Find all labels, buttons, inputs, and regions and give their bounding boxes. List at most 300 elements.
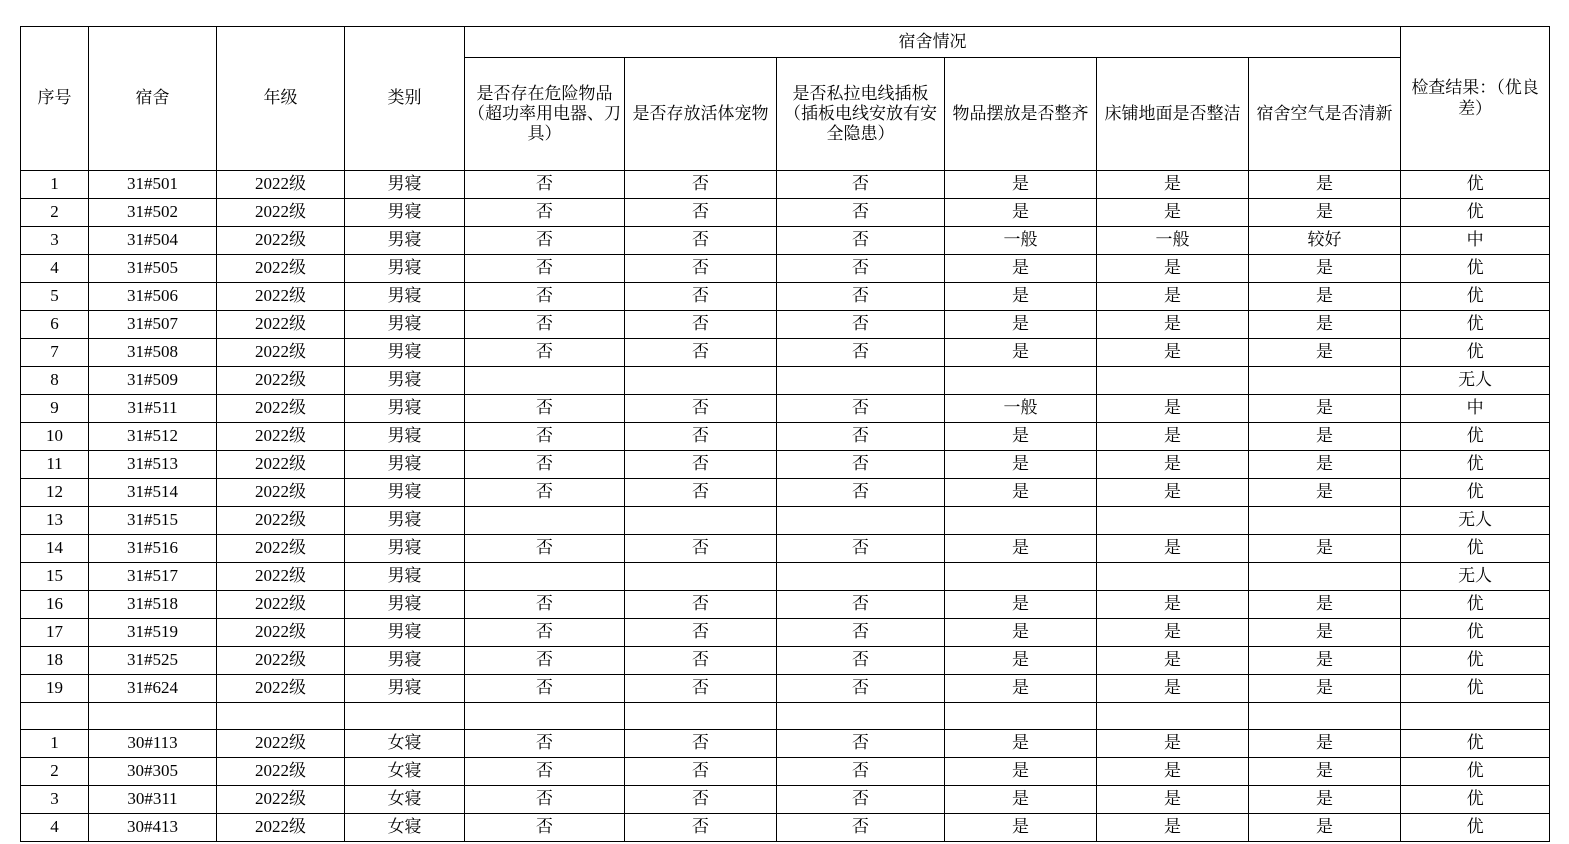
cell-q5: 是 [1097,730,1249,758]
cell-index: 9 [21,395,89,423]
cell-q1: 否 [465,451,625,479]
cell-q1: 否 [465,423,625,451]
cell-grade: 2022级 [217,283,345,311]
spacer-cell [89,703,217,730]
cell-result: 优 [1401,283,1550,311]
cell-dorm: 31#517 [89,563,217,591]
cell-q1 [465,563,625,591]
table-body-female [21,730,1550,842]
cell-q1: 否 [465,786,625,814]
table-row [21,730,1550,758]
cell-q6: 是 [1249,730,1401,758]
column-header-q4: 物品摆放是否整齐 [945,58,1097,171]
cell-q4: 是 [945,591,1097,619]
cell-q6: 是 [1249,395,1401,423]
cell-q5 [1097,367,1249,395]
cell-q6: 是 [1249,255,1401,283]
cell-grade: 2022级 [217,786,345,814]
cell-category: 男寝 [345,395,465,423]
cell-q5: 是 [1097,395,1249,423]
cell-dorm: 30#305 [89,758,217,786]
cell-result: 优 [1401,786,1550,814]
table-row [21,311,1550,339]
cell-grade: 2022级 [217,227,345,255]
table-row [21,339,1550,367]
spacer-cell [465,703,625,730]
cell-q4: 是 [945,647,1097,675]
cell-result: 优 [1401,479,1550,507]
cell-q1: 否 [465,675,625,703]
cell-index: 3 [21,786,89,814]
cell-q4: 是 [945,199,1097,227]
table-row [21,255,1550,283]
table-row [21,479,1550,507]
column-header-q3: 是否私拉电线插板（插板电线安放有安全隐患） [777,58,945,171]
cell-grade: 2022级 [217,507,345,535]
cell-q6: 是 [1249,451,1401,479]
cell-dorm: 31#511 [89,395,217,423]
cell-q2: 否 [625,730,777,758]
cell-q5: 是 [1097,423,1249,451]
column-header-category: 类别 [345,27,465,171]
cell-dorm: 31#514 [89,479,217,507]
cell-dorm: 31#507 [89,311,217,339]
cell-q2 [625,507,777,535]
cell-q5: 是 [1097,647,1249,675]
cell-dorm: 31#513 [89,451,217,479]
table-row [21,647,1550,675]
spacer-cell [625,703,777,730]
cell-category: 男寝 [345,227,465,255]
cell-grade: 2022级 [217,758,345,786]
cell-category: 男寝 [345,311,465,339]
column-header-index: 序号 [21,27,89,171]
column-group-header-dorm-status: 宿舍情况 [465,27,1401,58]
cell-index: 2 [21,758,89,786]
header-row-group [21,27,1550,58]
cell-q3: 否 [777,479,945,507]
cell-category: 男寝 [345,423,465,451]
cell-q4 [945,367,1097,395]
cell-dorm: 31#525 [89,647,217,675]
cell-q1: 否 [465,395,625,423]
cell-dorm: 30#413 [89,814,217,842]
cell-index: 18 [21,647,89,675]
cell-dorm: 31#512 [89,423,217,451]
cell-index: 2 [21,199,89,227]
cell-q3: 否 [777,591,945,619]
cell-q6: 是 [1249,786,1401,814]
cell-q1 [465,367,625,395]
cell-q6: 是 [1249,758,1401,786]
cell-q5: 是 [1097,535,1249,563]
cell-q3 [777,563,945,591]
table-header [21,27,1550,171]
cell-category: 男寝 [345,451,465,479]
cell-category: 男寝 [345,199,465,227]
cell-grade: 2022级 [217,535,345,563]
cell-q1: 否 [465,171,625,199]
cell-q2: 否 [625,479,777,507]
cell-category: 男寝 [345,535,465,563]
cell-grade: 2022级 [217,451,345,479]
cell-q1: 否 [465,199,625,227]
column-header-dorm: 宿舍 [89,27,217,171]
cell-q4: 是 [945,675,1097,703]
cell-q3: 否 [777,339,945,367]
cell-q2: 否 [625,647,777,675]
cell-q4: 是 [945,255,1097,283]
table-row [21,814,1550,842]
cell-index: 10 [21,423,89,451]
cell-q6: 是 [1249,535,1401,563]
cell-q5: 是 [1097,479,1249,507]
cell-q6: 是 [1249,591,1401,619]
cell-category: 男寝 [345,339,465,367]
table-row [21,227,1550,255]
cell-q3: 否 [777,814,945,842]
cell-q3: 否 [777,535,945,563]
cell-q4: 是 [945,786,1097,814]
cell-result: 中 [1401,227,1550,255]
column-header-result: 检查结果：（优良差） [1401,27,1550,171]
cell-result: 优 [1401,647,1550,675]
cell-q5: 是 [1097,255,1249,283]
cell-q6: 是 [1249,423,1401,451]
cell-q3: 否 [777,199,945,227]
cell-grade: 2022级 [217,730,345,758]
cell-category: 男寝 [345,507,465,535]
cell-q3 [777,507,945,535]
cell-index: 19 [21,675,89,703]
cell-grade: 2022级 [217,647,345,675]
spacer-cell [21,703,89,730]
cell-q4: 是 [945,535,1097,563]
cell-q4: 是 [945,339,1097,367]
cell-dorm: 31#516 [89,535,217,563]
cell-q1: 否 [465,814,625,842]
cell-category: 男寝 [345,479,465,507]
cell-q4: 是 [945,451,1097,479]
cell-dorm: 30#113 [89,730,217,758]
cell-q4: 是 [945,423,1097,451]
cell-q2: 否 [625,199,777,227]
table-body-male [21,171,1550,703]
cell-index: 6 [21,311,89,339]
cell-grade: 2022级 [217,395,345,423]
cell-q2: 否 [625,451,777,479]
cell-q2: 否 [625,423,777,451]
table-row [21,199,1550,227]
cell-q1: 否 [465,311,625,339]
cell-result: 优 [1401,814,1550,842]
cell-q5: 是 [1097,814,1249,842]
cell-q4: 是 [945,758,1097,786]
table-row [21,507,1550,535]
cell-grade: 2022级 [217,199,345,227]
cell-q2 [625,563,777,591]
cell-dorm: 31#505 [89,255,217,283]
cell-category: 男寝 [345,675,465,703]
cell-index: 7 [21,339,89,367]
cell-result: 无人 [1401,367,1550,395]
cell-q3: 否 [777,647,945,675]
spacer-cell [1249,703,1401,730]
cell-q5: 是 [1097,786,1249,814]
table-row [21,563,1550,591]
cell-category: 女寝 [345,730,465,758]
cell-index: 1 [21,730,89,758]
cell-q1: 否 [465,283,625,311]
cell-dorm: 31#501 [89,171,217,199]
cell-q3: 否 [777,255,945,283]
cell-q5: 是 [1097,311,1249,339]
cell-q3: 否 [777,619,945,647]
cell-q1: 否 [465,647,625,675]
cell-q6: 是 [1249,199,1401,227]
spacer-cell [345,703,465,730]
cell-q3: 否 [777,227,945,255]
table-row [21,675,1550,703]
cell-q2: 否 [625,171,777,199]
cell-index: 1 [21,171,89,199]
cell-q4: 是 [945,730,1097,758]
table-row [21,395,1550,423]
spacer-cell [217,703,345,730]
cell-q4: 一般 [945,227,1097,255]
cell-q1: 否 [465,619,625,647]
cell-result: 优 [1401,451,1550,479]
cell-result: 优 [1401,675,1550,703]
cell-q1 [465,507,625,535]
cell-grade: 2022级 [217,675,345,703]
table-row [21,367,1550,395]
cell-category: 男寝 [345,283,465,311]
cell-q1: 否 [465,535,625,563]
cell-q1: 否 [465,591,625,619]
cell-dorm: 31#508 [89,339,217,367]
cell-q6: 是 [1249,311,1401,339]
cell-index: 15 [21,563,89,591]
cell-q4: 是 [945,814,1097,842]
cell-index: 4 [21,814,89,842]
cell-q3: 否 [777,758,945,786]
cell-category: 男寝 [345,255,465,283]
cell-q5: 是 [1097,591,1249,619]
cell-dorm: 31#502 [89,199,217,227]
cell-index: 8 [21,367,89,395]
cell-q2 [625,367,777,395]
cell-category: 男寝 [345,619,465,647]
cell-q2: 否 [625,311,777,339]
table-row [21,758,1550,786]
table-row [21,171,1550,199]
cell-category: 女寝 [345,814,465,842]
cell-q5: 是 [1097,451,1249,479]
cell-index: 17 [21,619,89,647]
cell-grade: 2022级 [217,479,345,507]
cell-q5: 是 [1097,199,1249,227]
cell-result: 优 [1401,535,1550,563]
cell-grade: 2022级 [217,591,345,619]
cell-category: 女寝 [345,758,465,786]
table-row [21,423,1550,451]
cell-q1: 否 [465,758,625,786]
cell-q5: 是 [1097,675,1249,703]
cell-q6 [1249,563,1401,591]
cell-grade: 2022级 [217,171,345,199]
cell-q2: 否 [625,786,777,814]
cell-q2: 否 [625,675,777,703]
cell-index: 5 [21,283,89,311]
table-row [21,535,1550,563]
cell-q5 [1097,563,1249,591]
cell-q6: 是 [1249,479,1401,507]
cell-q5: 是 [1097,339,1249,367]
cell-q4 [945,563,1097,591]
spacer-row [21,703,1550,730]
cell-index: 4 [21,255,89,283]
cell-q2: 否 [625,619,777,647]
cell-dorm: 31#506 [89,283,217,311]
cell-q2: 否 [625,395,777,423]
cell-q3: 否 [777,171,945,199]
cell-q3: 否 [777,451,945,479]
cell-result: 无人 [1401,507,1550,535]
column-header-q2: 是否存放活体宠物 [625,58,777,171]
cell-grade: 2022级 [217,814,345,842]
cell-result: 优 [1401,199,1550,227]
cell-q6: 是 [1249,675,1401,703]
table-row [21,283,1550,311]
cell-dorm: 31#624 [89,675,217,703]
cell-result: 无人 [1401,563,1550,591]
cell-q6: 是 [1249,339,1401,367]
cell-q5: 是 [1097,283,1249,311]
cell-q1: 否 [465,227,625,255]
spacer-cell [777,703,945,730]
dorm-inspection-table [20,26,1550,842]
cell-grade: 2022级 [217,255,345,283]
cell-index: 3 [21,227,89,255]
cell-q3: 否 [777,395,945,423]
cell-index: 14 [21,535,89,563]
table-row [21,619,1550,647]
cell-q1: 否 [465,479,625,507]
cell-q4: 是 [945,311,1097,339]
table-row [21,451,1550,479]
column-header-q5: 床铺地面是否整洁 [1097,58,1249,171]
cell-index: 11 [21,451,89,479]
cell-dorm: 31#519 [89,619,217,647]
cell-index: 16 [21,591,89,619]
cell-q3: 否 [777,675,945,703]
cell-q5: 是 [1097,619,1249,647]
cell-category: 男寝 [345,171,465,199]
spacer-cell [1401,703,1550,730]
cell-dorm: 31#518 [89,591,217,619]
cell-q5: 是 [1097,171,1249,199]
cell-dorm: 31#509 [89,367,217,395]
cell-category: 男寝 [345,563,465,591]
cell-q3: 否 [777,730,945,758]
cell-q3: 否 [777,423,945,451]
cell-q2: 否 [625,255,777,283]
table-body-spacer [21,703,1550,730]
cell-q6: 是 [1249,814,1401,842]
cell-result: 优 [1401,339,1550,367]
cell-result: 优 [1401,423,1550,451]
cell-q4: 一般 [945,395,1097,423]
cell-q5: 一般 [1097,227,1249,255]
cell-q6: 是 [1249,283,1401,311]
cell-q6: 是 [1249,647,1401,675]
cell-q2: 否 [625,339,777,367]
column-header-grade: 年级 [217,27,345,171]
cell-q3: 否 [777,311,945,339]
cell-q3: 否 [777,283,945,311]
cell-q6: 是 [1249,171,1401,199]
cell-q4: 是 [945,283,1097,311]
cell-q4 [945,507,1097,535]
cell-result: 优 [1401,730,1550,758]
table-row [21,786,1550,814]
cell-grade: 2022级 [217,563,345,591]
cell-q4: 是 [945,619,1097,647]
cell-result: 优 [1401,758,1550,786]
cell-grade: 2022级 [217,619,345,647]
column-header-q6: 宿舍空气是否清新 [1249,58,1401,171]
cell-dorm: 30#311 [89,786,217,814]
cell-index: 12 [21,479,89,507]
spacer-cell [945,703,1097,730]
cell-category: 女寝 [345,786,465,814]
cell-q2: 否 [625,814,777,842]
cell-q5 [1097,507,1249,535]
cell-q2: 否 [625,227,777,255]
spacer-cell [1097,703,1249,730]
cell-index: 13 [21,507,89,535]
cell-category: 男寝 [345,367,465,395]
cell-q6 [1249,367,1401,395]
cell-result: 优 [1401,311,1550,339]
column-header-q1: 是否存在危险物品（超功率用电器、刀具） [465,58,625,171]
cell-result: 优 [1401,619,1550,647]
cell-q2: 否 [625,283,777,311]
cell-result: 优 [1401,255,1550,283]
cell-q2: 否 [625,591,777,619]
cell-result: 优 [1401,171,1550,199]
cell-q4: 是 [945,479,1097,507]
cell-q6: 是 [1249,619,1401,647]
cell-q5: 是 [1097,758,1249,786]
cell-grade: 2022级 [217,423,345,451]
cell-q2: 否 [625,535,777,563]
cell-q6: 较好 [1249,227,1401,255]
cell-dorm: 31#504 [89,227,217,255]
cell-category: 男寝 [345,647,465,675]
cell-q3 [777,367,945,395]
cell-grade: 2022级 [217,367,345,395]
cell-q3: 否 [777,786,945,814]
cell-grade: 2022级 [217,339,345,367]
cell-category: 男寝 [345,591,465,619]
cell-result: 优 [1401,591,1550,619]
cell-result: 中 [1401,395,1550,423]
table-row [21,591,1550,619]
cell-q4: 是 [945,171,1097,199]
cell-q1: 否 [465,339,625,367]
